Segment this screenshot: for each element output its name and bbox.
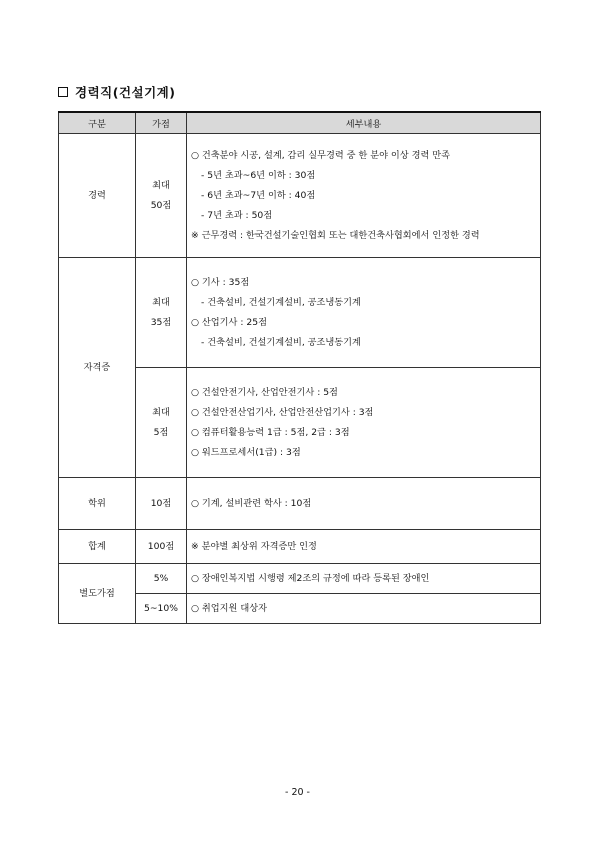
section-title: 경력직(건설기계)	[75, 85, 176, 100]
detail-line: - 건축설비, 건설기계설비, 공조냉동기계	[201, 296, 361, 308]
page-number: - 20 -	[285, 787, 310, 798]
table-header-row	[59, 112, 541, 134]
header-details: 세부내용	[187, 112, 541, 134]
license-points-2: 최대 5점	[136, 368, 187, 478]
score-table	[58, 111, 541, 624]
license-details-1	[187, 258, 541, 368]
detail-note: ※ 근무경력 : 한국건설기술인협회 또는 대한건축사협회에서 인정한 경력	[191, 229, 480, 241]
extra-points-2: 5~10%	[136, 594, 187, 624]
license-category: 자격증	[59, 258, 136, 478]
total-detail: ※ 분야별 최상위 자격증만 인정	[187, 530, 541, 564]
detail-line: - 6년 초과~7년 이하 : 40점	[201, 189, 316, 201]
table-row-extra-1	[59, 564, 541, 594]
section-heading	[58, 82, 175, 102]
detail-line: ○ 컴퓨터활용능력 1급 : 5점, 2급 : 3점	[191, 426, 350, 438]
detail-line: - 7년 초과 : 50점	[201, 209, 273, 221]
extra-category: 별도가점	[59, 564, 136, 624]
table-row-degree	[59, 478, 541, 530]
detail-line: ○ 워드프로세서(1급) : 3점	[191, 446, 301, 458]
table-row-career	[59, 134, 541, 258]
total-points: 100점	[136, 530, 187, 564]
detail-line: - 5년 초과~6년 이하 : 30점	[201, 169, 316, 181]
degree-detail: ○ 기계, 설비관련 학사 : 10점	[187, 478, 541, 530]
license-details-2	[187, 368, 541, 478]
detail-line: ○ 건설안전산업기사, 산업안전산업기사 : 3점	[191, 406, 374, 418]
checkbox-square-icon	[58, 87, 68, 97]
career-details	[187, 134, 541, 258]
license-points-1: 최대 35점	[136, 258, 187, 368]
extra-detail-2: ○ 취업지원 대상자	[187, 594, 541, 624]
detail-line: ○ 기사 : 35점	[191, 276, 250, 288]
detail-line: - 건축설비, 건설기계설비, 공조냉동기계	[201, 336, 361, 348]
table-row-license-1	[59, 258, 541, 368]
header-category: 구분	[59, 112, 136, 134]
extra-detail-1: ○ 장애인복지법 시행령 제2조의 규정에 따라 등록된 장애인	[187, 564, 541, 594]
detail-line: ○ 건설안전기사, 산업안전기사 : 5점	[191, 386, 338, 398]
detail-line: ○ 건축분야 시공, 설계, 감리 실무경력 중 한 분야 이상 경력 만족	[191, 149, 450, 161]
table-row-total	[59, 530, 541, 564]
career-category: 경력	[59, 134, 136, 258]
degree-points: 10점	[136, 478, 187, 530]
extra-points-1: 5%	[136, 564, 187, 594]
detail-line: ○ 산업기사 : 25점	[191, 316, 267, 328]
career-points: 최대 50점	[136, 134, 187, 258]
degree-category: 학위	[59, 478, 136, 530]
header-points: 가점	[136, 112, 187, 134]
total-category: 합계	[59, 530, 136, 564]
